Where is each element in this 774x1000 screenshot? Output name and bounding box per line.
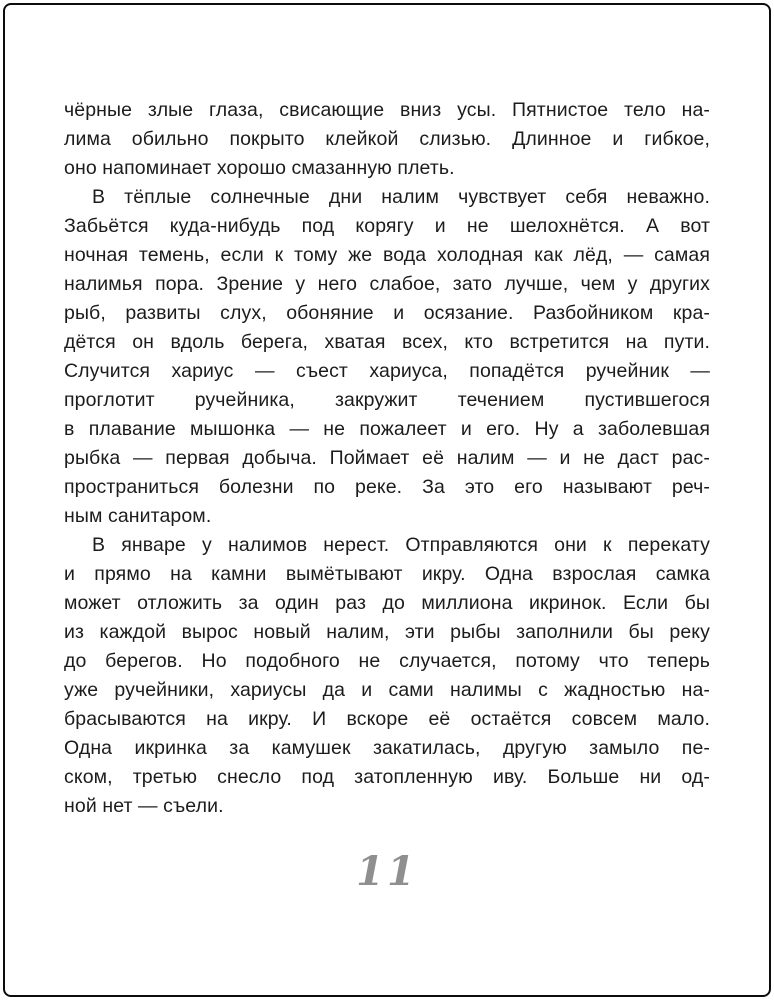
text-line: проглотит ручейника, закружит течением пустившегося	[64, 389, 710, 411]
page-number: 11	[356, 848, 418, 895]
text-line: до берегов. Но подобного не случается, потому что теперь	[64, 650, 710, 672]
text-line: ночная темень, если к тому же вода холодная как лёд, — самая	[64, 244, 710, 266]
text-line: пространиться болезни по реке. За это его называют реч-	[64, 476, 710, 498]
paragraph	[64, 96, 710, 183]
text-line: ным санитаром.	[64, 505, 212, 527]
text-line: дётся он вдоль берега, хватая всех, кто встретится на пути.	[64, 331, 710, 353]
text-line: оно напоминает хорошо смазанную плеть.	[64, 157, 455, 179]
text-line: ском, третью снесло под затопленную иву. Больше ни од-	[64, 766, 710, 788]
text-line: уже ручейники, хариусы да и сами налимы с жадностью на-	[64, 679, 710, 701]
text-block	[64, 96, 710, 821]
text-line: Забьётся куда-нибудь под корягу и не шелохнётся. А вот	[64, 215, 710, 237]
text-line: В тёплые солнечные дни налим чувствует себя неважно.	[92, 186, 710, 208]
paragraph	[64, 183, 710, 531]
text-line: и прямо на камни вымётывают икру. Одна взрослая самка	[64, 563, 710, 585]
paragraph	[64, 531, 710, 821]
text-line: рыб, развиты слух, обоняние и осязание. Разбойником кра-	[64, 302, 710, 324]
text-line: брасываются на икру. И вскоре её остаётся совсем мало.	[64, 708, 710, 730]
text-line: Одна икринка за камушек закатилась, другую замыло пе-	[64, 737, 710, 759]
text-line: из каждой вырос новый налим, эти рыбы заполнили бы реку	[64, 621, 710, 643]
text-line: Случится хариус — съест хариуса, попадётся ручейник —	[64, 360, 710, 382]
text-line: в плавание мышонка — не пожалеет и его. Ну а заболевшая	[64, 418, 710, 440]
text-line: может отложить за один раз до миллиона икринок. Если бы	[64, 592, 710, 614]
text-line: лима обильно покрыто клейкой слизью. Длинное и гибкое,	[64, 128, 710, 150]
text-line: налимья пора. Зрение у него слабое, зато лучше, чем у других	[64, 273, 710, 295]
text-line: чёрные злые глаза, свисающие вниз усы. Пятнистое тело на-	[64, 99, 710, 121]
text-line: рыбка — первая добыча. Поймает её налим — и не даст рас-	[64, 447, 710, 469]
text-line: ной нет — съели.	[64, 795, 224, 817]
text-line: В январе у налимов нерест. Отправляются они к перекату	[92, 534, 710, 556]
